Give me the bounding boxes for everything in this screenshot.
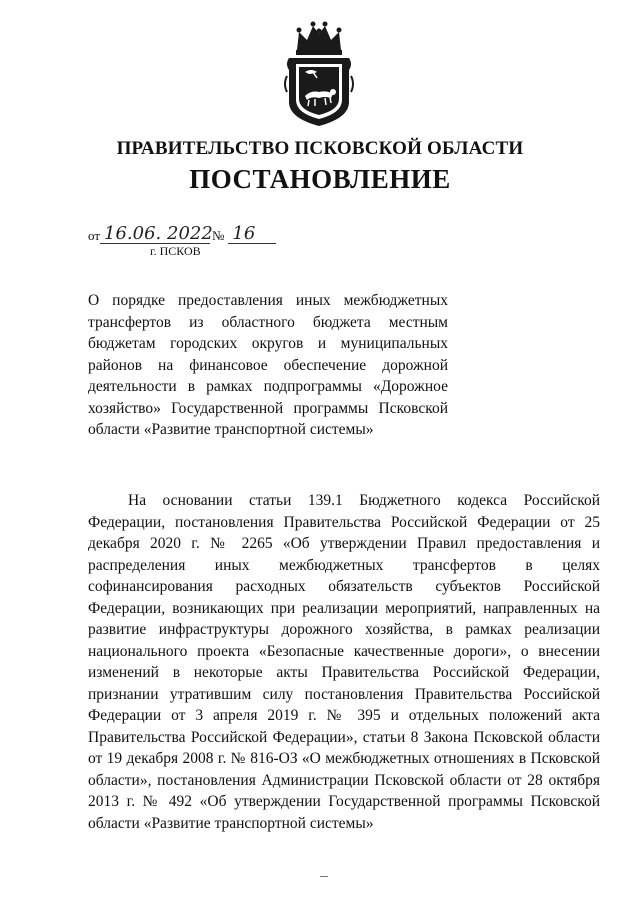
pskov-coat-of-arms-icon — [283, 20, 355, 128]
number-value: 16 — [228, 225, 276, 244]
organization-name: ПРАВИТЕЛЬСТВО ПСКОВСКОЙ ОБЛАСТИ — [116, 138, 524, 159]
city-label: г. ПСКОВ — [150, 244, 201, 258]
body-paragraph: На основании статьи 139.1 Бюджетного кодекса Российской Федерации, постановления Правительства Российской Федерации от 25 декабря 2020 г. № 2265 «Об утверждении Правил предоставления и распределения иных межбюджетных трансфертов в целях софинансирования расходных обязательств субъектов Российской Федерации, возникающих при реализации мероприятий, направленных на развитие инфраструктуры дорожного хозяйства, в рамках реализации национального проекта «Безопасные качественные дороги», о внесении изменений в некоторые акты Правительства Российской Федерации, признании утратившим силу постановления Правительства Российской Федерации от 3 апреля 2019 г. № 395 и отдельных положений акта Правительства Российской Федерации», статьи 8 Закона Псковской области от 19 декабря 2008 г. № 816-ОЗ «О межбюджетных отношениях в Псковской области», постановления Администрации Псковской области от 28 октября 2013 г. № 492 «Об утверждении Государственной программы Псковской области «Развитие транспортной системы» — [88, 492, 600, 832]
coat-of-arms-emblem — [283, 20, 355, 128]
document-date-number — [88, 225, 276, 244]
document-type: ПОСТАНОВЛЕНИЕ — [189, 164, 451, 194]
date-prefix: от — [88, 228, 101, 243]
document-title: О порядке предоставления иных межбюджетных трансфертов из областного бюджета местным бюджетам городских округов и муниципальных районов на финансовое обеспечение дорожной деятельности в рамках подпрограммы «Дорожное хозяйство» Государственной программы Псковской области «Развитие транспортной системы» — [88, 292, 448, 438]
date-value: 16.06. 2022 — [100, 225, 210, 244]
number-prefix: № — [212, 228, 225, 243]
page-divider — [320, 876, 328, 877]
